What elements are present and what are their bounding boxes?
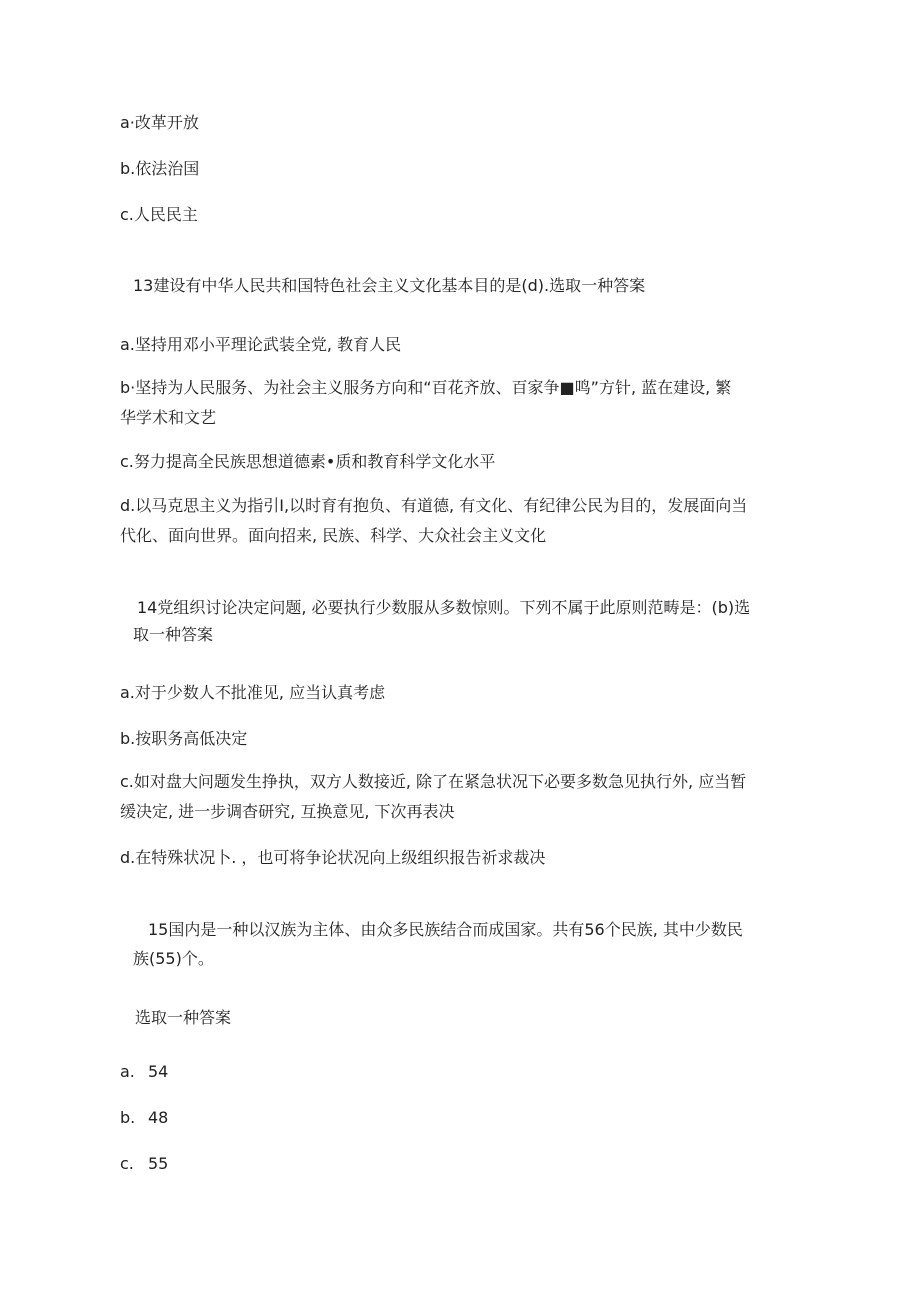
q13-option-d-line2: 代化、面向世界。面向招来, 民族、科学、大众社会主义文化 xyxy=(120,526,547,545)
q14-option-c-line2: 缓决定, 进一步调杳研究, 互换意见, 下次再表决 xyxy=(120,802,455,821)
q14-option-c-line1: c.如对盘大问题发生挣执，双方人数接近, 除了在紧急状况下必要多数急见执行外, 应当暂 xyxy=(120,772,747,791)
question-15-line2: 族(55)个。 xyxy=(133,949,214,968)
prev-option-c: c.人民民主 xyxy=(120,205,198,224)
q15-option-b-value: 48 xyxy=(148,1108,169,1127)
q14-option-a: a.对于少数人不批准见, 应当认真考虑 xyxy=(120,683,386,702)
q13-option-d-line1: d.以马克思主义为指引I,以时育有抱负、有道德, 有文化、有纪律公民为目的，发展面向当 xyxy=(120,496,748,515)
q13-option-b-line2: 华学术和文艺 xyxy=(120,408,217,427)
prev-option-b: b.依法治国 xyxy=(120,159,200,178)
q15-option-b-label: b. xyxy=(120,1108,136,1127)
q15-option-c xyxy=(120,1149,168,1179)
q15-option-a-value: 54 xyxy=(148,1062,169,1081)
question-13: 13建设有中华人民共和国特色社会主义文化基本目的是(d).选取一种答案 xyxy=(133,276,646,295)
q15-option-c-value: 55 xyxy=(148,1154,169,1173)
q15-option-a xyxy=(120,1057,168,1087)
q14-option-b: b.按职务高低决定 xyxy=(120,729,248,748)
q15-option-b xyxy=(120,1103,168,1133)
q15-option-c-label: c. xyxy=(120,1154,134,1173)
question-14-line1: 14党组织讨论决定问题, 必要执行少数服从多数惊则。下列不属于此原则范畴是：(b)选 xyxy=(137,598,751,617)
q15-select-hint: 选取一种答案 xyxy=(135,1008,232,1027)
q13-option-b-line1: b·坚持为人民服务、为社会主义服务方向和“百花齐放、百家争■鸣”方针, 蓝在建设, 繁 xyxy=(120,378,732,397)
q14-option-d: d.在特殊状况卜. ，也可将争论状况向上级组织报告祈求裁决 xyxy=(120,848,546,867)
q13-option-c: c.努力提高全民族思想道德素•质和教育科学文化水平 xyxy=(120,452,496,471)
prev-option-a: a·改革开放 xyxy=(120,113,199,132)
q15-option-a-label: a. xyxy=(120,1062,135,1081)
question-15-line1: 15国内是一种以汉族为主体、由众多民族结合而成国家。共有56个民族, 其中少数民 xyxy=(148,920,743,939)
q13-option-a: a.坚持用邓小平理论武装全党, 教育人民 xyxy=(120,335,402,354)
question-14-line2: 取一种答案 xyxy=(133,625,214,644)
